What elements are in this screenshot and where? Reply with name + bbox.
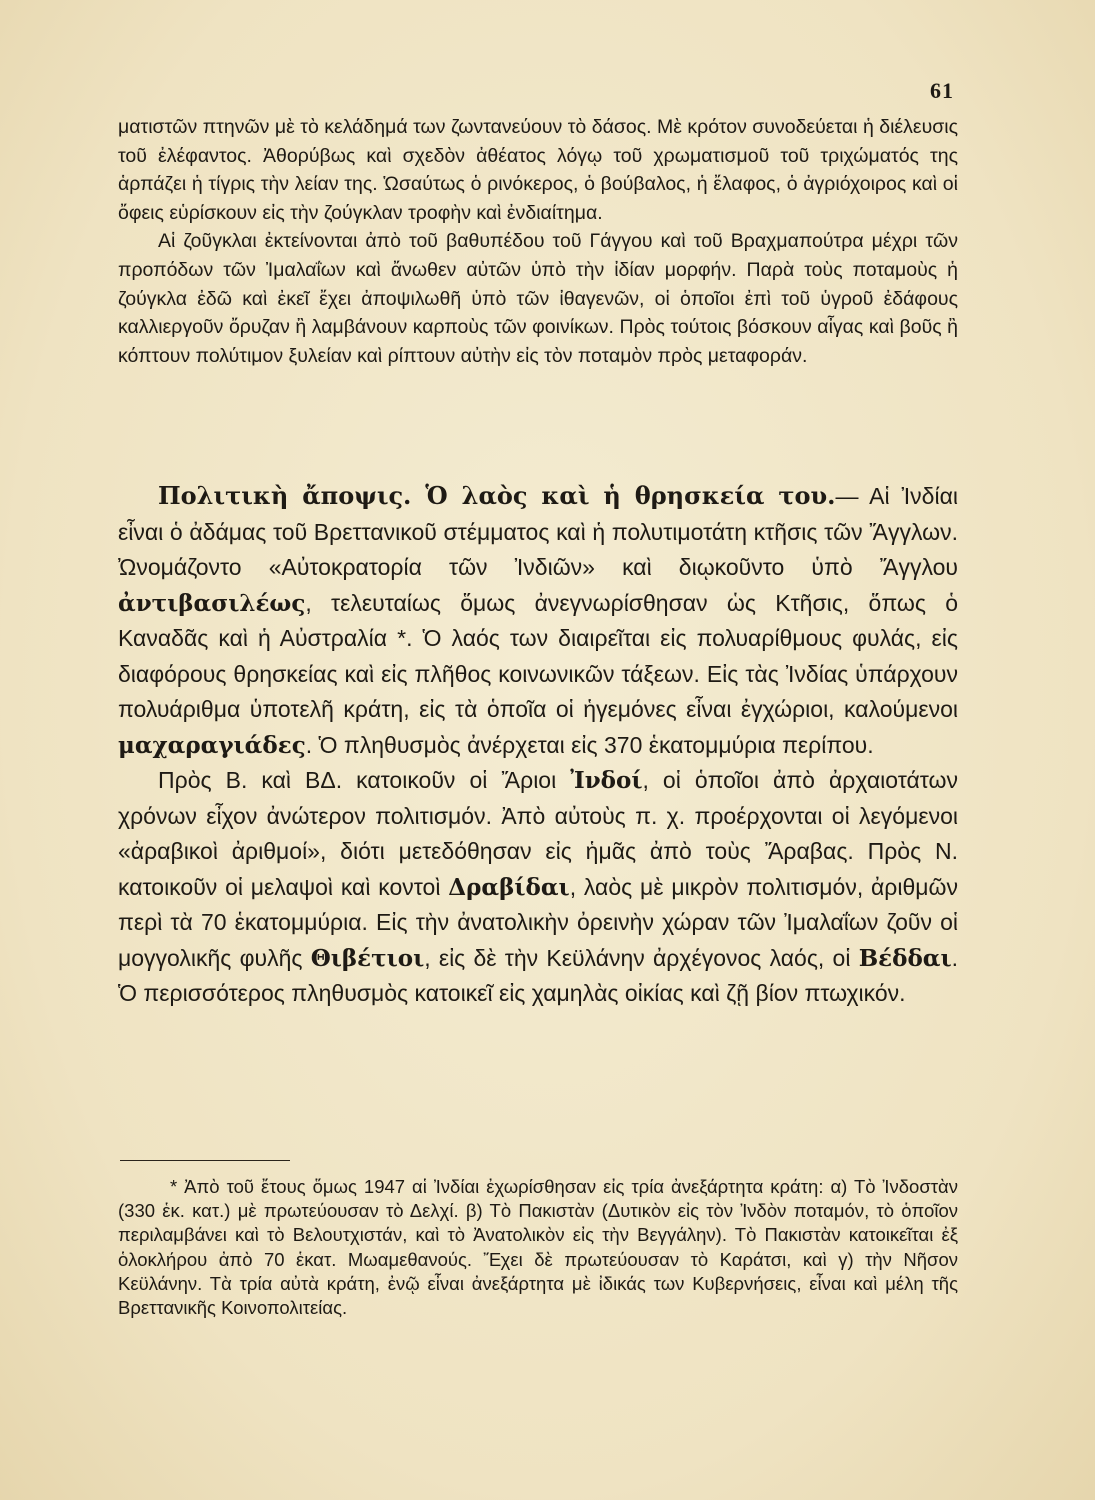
bold-term-tibetans: Θιβέτιοι (310, 944, 425, 972)
text-run: , τελευταίως ὅμως ἀνεγνωρίσθησαν ὡς Κτῆσις, ὅπως ὁ Καναδᾶς καὶ ἡ Αὐστραλία *. Ὁ λαός των διαιρεῖται εἰς πολυαρίθμους φυλάς, εἰς διαφόρους θρησκείας καὶ εἰς πλῆθος κοινωνικῶν τάξεων. Εἰς τὰς Ἰνδίας ὑπάρχουν πολυάριθμα ὑποτελῆ κράτη, εἰς τὰ ὁποῖα οἱ ἡγεμόνες εἶναι ἐγχώριοι, καλούμενοι (118, 589, 958, 722)
section-heading: Πολιτικὴ ἄποψις. Ὁ λαὸς καὶ ἡ θρησκεία του. (158, 481, 836, 510)
text-run: . Ὁ περισσότερος πληθυσμὸς κατοικεῖ εἰς χαμηλὰς οἰκίας καὶ ζῇ βίον πτωχικόν. (118, 944, 959, 1006)
text-run: , οἱ ὁποῖοι ἀπὸ ἀρχαιοτάτων χρόνων εἶχον ἀνώτερον πολιτισμόν. Ἀπὸ αὐτοὺς π. χ. προέρχονται οἱ λεγόμενοι «ἀραβικοὶ ἀριθμοί», διότι μετεδόθησαν εἰς ἡμᾶς ἀπὸ τοὺς Ἄραβας. Πρὸς Ν. κατοικοῦν οἱ μελαψοὶ καὶ κοντοὶ (118, 767, 958, 900)
footnote-divider (120, 1160, 290, 1161)
paragraph-political (118, 478, 958, 763)
text-run: Πρὸς Β. καὶ ΒΔ. κατοικοῦν οἱ Ἄριοι (158, 767, 571, 793)
text-run: — Αἱ Ἰνδίαι εἶναι ὁ ἀδάμας τοῦ Βρεττανικοῦ στέμματος καὶ ἡ πολυτιμοτάτη κτῆσις τῶν Ἄγγλων. Ὠνομάζοντο «Αὐτοκρατορία τῶν Ἰνδιῶν» καὶ διῳκοῦντο ὑπὸ Ἄγγλου (118, 483, 959, 580)
bold-term-maharajas: μαχαραγιάδες (118, 731, 306, 759)
section-jungle-fauna (118, 113, 958, 370)
footnote-text: * Ἀπὸ τοῦ ἔτους ὅμως 1947 αἱ Ἰνδίαι ἐχωρίσθησαν εἰς τρία ἀνεξάρτητα κράτη: α) Τὸ Ἰνδοστὰν (330 ἑκ. κατ.) μὲ πρωτεύουσαν τὸ Δελχί. β) Τὸ Πακιστὰν (Δυτικὸν εἰς τὸν Ἰνδὸν ποταμόν, τὸ ὁποῖον περιλαμβάνει καὶ τὸ Βελουτχιστάν, καὶ τὸ Ἀνατολικὸν εἰς τὴν Βεγγάλην). Τὸ Πακιστὰν κατοικεῖται ἐξ ὁλοκλήρου ἀπὸ 70 ἑκατ. Μωαμεθανούς. Ἔχει δὲ πρωτεύουσαν τὸ Καράτσι, καὶ γ) τὴν Νῆσον Κεϋλάνην. Τὰ τρία αὐτὰ κράτη, ἐνῷ εἶναι ἀνεξάρτητα μὲ ἰδικάς των Κυβερνήσεις, εἶναι καὶ μέλη τῆς Βρεττανικῆς Κοινοπολιτείας. (118, 1176, 958, 1319)
paragraph-peoples (118, 763, 958, 1012)
bold-term-viceroy: ἀντιβασιλέως (118, 589, 306, 617)
bold-term-indians: Ἰνδοί (570, 767, 643, 794)
text-run: , λαὸς μὲ μικρὸν πολιτισμόν, ἀριθμῶν περὶ τὰ 70 ἑκατομμύρια. Εἰς τὴν ἀνατολικὴν ὀρεινὴν χώραν τῶν Ἰμαλαΐων ζοῦν οἱ μογγολικῆς φυλῆς (118, 873, 959, 971)
section-political-aspect (118, 478, 958, 1012)
text-run: , εἰς δὲ τὴν Κεϋλάνην ἀρχέγονος λαός, οἱ (424, 944, 859, 971)
paragraph-fauna: ματιστῶν πτηνῶν μὲ τὸ κελάδημά των ζωντανεύουν τὸ δάσος. Μὲ κρότον συνοδεύεται ἡ διέλευσις τοῦ ἐλέφαντος. Ἀθορύβως καὶ σχεδὸν ἀθέατος λόγῳ τοῦ χρωματισμοῦ τοῦ τριχώματός της ἁρπάζει ἡ τίγρις τὴν λείαν της. Ὡσαύτως ὁ ρινόκερος, ὁ βούβαλος, ἡ ἔλαφος, ὁ ἀγριόχοιρος καὶ οἱ ὄφεις εὑρίσκουν εἰς τὴν ζούγκλαν τροφὴν καὶ ἐνδιαίτημα. (118, 116, 958, 224)
footnote (118, 1175, 958, 1320)
text-run: . Ὁ πληθυσμὸς ἀνέρχεται εἰς 370 ἑκατομμύρια περίπου. (305, 731, 874, 758)
paragraph-jungles: Αἱ ζοῦγκλαι ἐκτείνονται ἀπὸ τοῦ βαθυπέδου τοῦ Γάγγου καὶ τοῦ Βραχμαπούτρα μέχρι τῶν προπόδων τῶν Ἰμαλαΐων καὶ ἄνωθεν αὐτῶν ὑπὸ τὴν ἰδίαν μορφήν. Παρὰ τοὺς ποταμοὺς ἡ ζούγκλα ἐδῶ καὶ ἐκεῖ ἔχει ἀποψιλωθῆ ὑπὸ τῶν ἰθαγενῶν, οἱ ὁποῖοι ἐπὶ τοῦ ὑγροῦ ἐδάφους καλλιεργοῦν ὄρυζαν ἢ λαμβάνουν καρποὺς τῶν φοινίκων. Πρὸς τούτοις βόσκουν αἶγας καὶ βοῦς ἢ κόπτουν πολύτιμον ξυλείαν καὶ ρίπτουν αὐτὴν εἰς τὸν ποταμὸν πρὸς μεταφοράν. (118, 230, 958, 367)
bold-term-dravidians: Δραβίδαι (448, 873, 570, 901)
bold-term-veddas: Βέδδαι (858, 944, 952, 972)
page-number: 61 (930, 78, 954, 103)
